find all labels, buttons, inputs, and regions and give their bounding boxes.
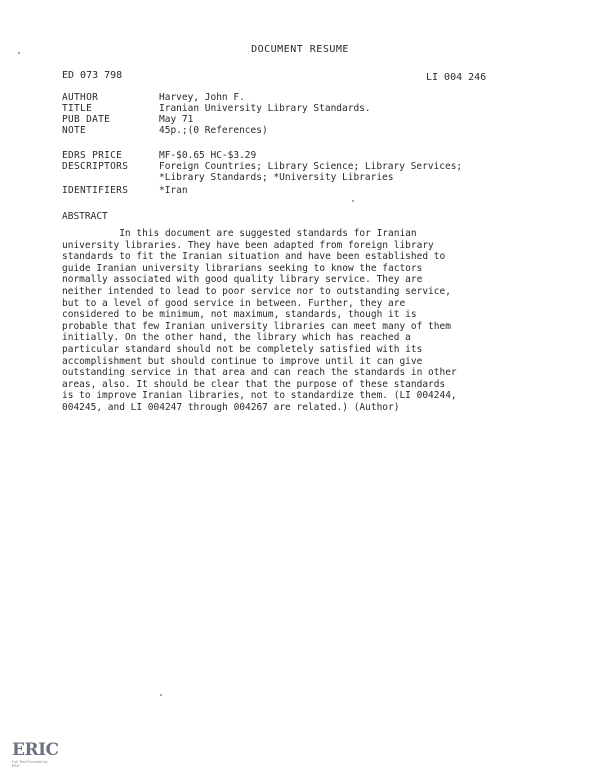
field-title	[62, 103, 371, 114]
abstract-line: considered to be minimum, not maximum, standards, though it is	[62, 309, 417, 321]
li-number: LI 004 246	[426, 72, 487, 83]
field-value: Foreign Countries; Library Science; Library Services; *Library Standards; *University Libraries	[159, 161, 463, 183]
abstract-line: university libraries. They have been adapted from foreign library	[62, 239, 434, 251]
abstract-line: In this document are suggested standards for Iranian	[62, 228, 417, 239]
field-pub-date	[62, 114, 193, 125]
field-label: TITLE	[62, 103, 93, 114]
document-title: DOCUMENT RESUME	[251, 44, 349, 55]
abstract-body	[62, 228, 542, 414]
abstract-line: outstanding service in that area and can reach the standards in other	[62, 367, 457, 379]
scan-speck	[160, 694, 162, 696]
field-value: MF-$0.65 HC-$3.29	[159, 150, 257, 161]
abstract-line: but to a level of good service in between. Further, they are	[62, 297, 406, 309]
abstract-label: ABSTRACT	[62, 211, 108, 222]
abstract-line: 004245, and LI 004247 through 004267 are related.) (Author)	[62, 401, 400, 413]
eric-logo-subtext: Full Text Provided by ERIC	[12, 760, 48, 768]
field-author	[62, 92, 245, 103]
field-value: *Iran	[159, 185, 188, 196]
abstract-line: standards to fit the Iranian situation and have been established to	[62, 251, 446, 263]
abstract-line: accomplishment but should continue to improve until it can give	[62, 355, 423, 367]
field-label: EDRS PRICE	[62, 150, 123, 161]
field-value: Harvey, John F.	[159, 92, 245, 103]
field-value: 45p.;(0 References)	[159, 125, 268, 136]
field-label: AUTHOR	[62, 92, 99, 103]
field-value: May 71	[159, 114, 194, 125]
ed-number: ED 073 798	[62, 70, 123, 81]
field-label: IDENTIFIERS	[62, 185, 129, 196]
abstract-line: neither intended to lead to poor service nor to outstanding service,	[62, 285, 451, 297]
abstract-line: is to improve Iranian libraries, not to standardize them. (LI 004244,	[62, 390, 457, 402]
abstract-line: areas, also. It should be clear that the purpose of these standards	[62, 378, 446, 390]
field-label: NOTE	[62, 125, 87, 136]
abstract-line: normally associated with good quality library service. They are	[62, 274, 423, 286]
scan-speck	[352, 200, 354, 202]
field-label: DESCRIPTORS	[62, 161, 129, 172]
eric-logo	[12, 740, 59, 768]
eric-logo-text: ERIC	[12, 740, 59, 760]
field-label: PUB DATE	[62, 114, 111, 125]
field-identifiers	[62, 185, 188, 196]
abstract-line: particular standard should not be completely satisfied with its	[62, 343, 423, 355]
field-edrs-price	[62, 150, 256, 161]
abstract-line: initially. On the other hand, the library which has reached a	[62, 332, 411, 344]
field-descriptors	[62, 161, 462, 183]
abstract-line: guide Iranian university librarians seeking to know the factors	[62, 262, 423, 274]
scan-speck	[18, 52, 20, 54]
field-note	[62, 125, 268, 136]
field-value: Iranian University Library Standards.	[159, 103, 371, 114]
abstract-line: probable that few Iranian university libraries can meet many of them	[62, 320, 451, 332]
